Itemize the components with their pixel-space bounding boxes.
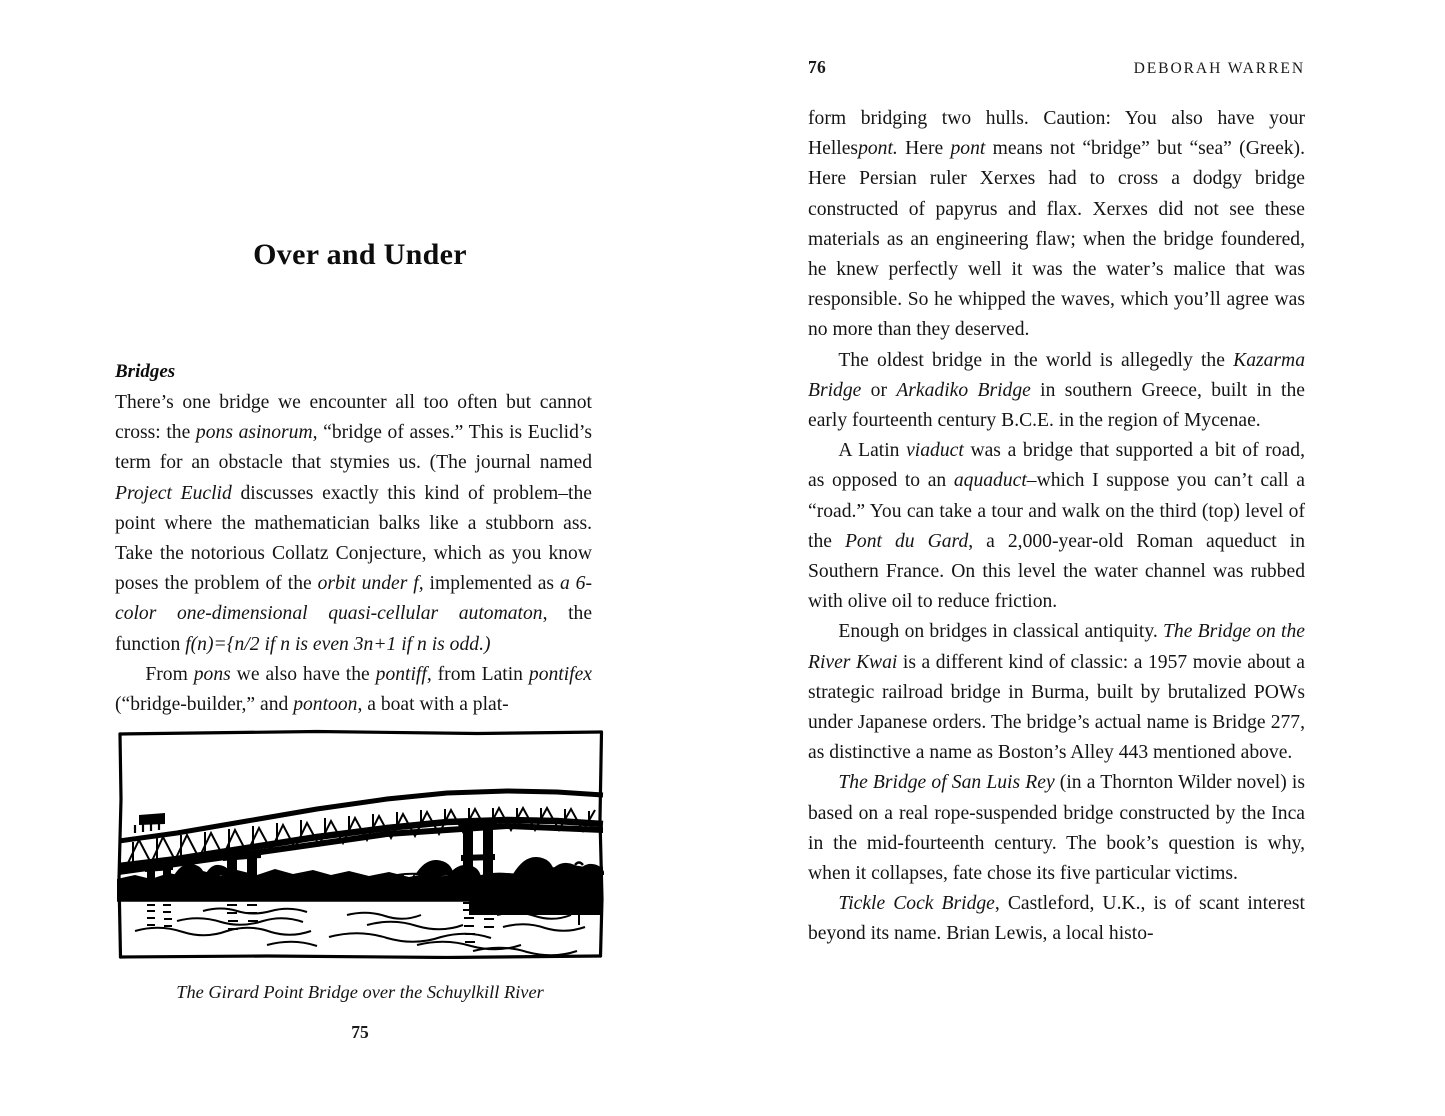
text-run: we also have the bbox=[230, 663, 376, 685]
figure-caption: The Girard Point Bridge over the Schuylkill River bbox=[176, 982, 544, 1002]
paragraph bbox=[808, 436, 1305, 617]
left-page bbox=[0, 0, 722, 1116]
text-run: (in a Thornton Wilder novel) is based on a real rope-suspended bridge constructed by the Inca in the mid-fourteenth century. The book’s question is why, when it collapses, fate chose its five particular victims. bbox=[808, 772, 1305, 885]
text-run: was a bridge that supported a bit of road, as opposed to an bbox=[808, 440, 1305, 492]
italic-run: pont bbox=[950, 138, 986, 160]
text-run: There’s one bridge we encounter all too often but cannot cross: the bbox=[115, 392, 592, 444]
italic-run: f(n)={n/2 if n is even 3n+1 if n is odd.) bbox=[185, 633, 491, 655]
text-run: implemented as bbox=[423, 573, 560, 595]
text-run: , the function bbox=[115, 603, 593, 655]
running-head bbox=[808, 57, 1305, 78]
text-run: From bbox=[145, 663, 194, 685]
italic-run: pons asinorum bbox=[195, 422, 313, 444]
text-run: , a boat with a plat- bbox=[357, 694, 509, 716]
paragraph bbox=[808, 889, 1305, 949]
italic-run: orbit under f, bbox=[317, 573, 424, 595]
text-run: form bridging two hulls. Caution: You also have your Helles bbox=[808, 108, 1305, 160]
text-run: , Castleford, U.K., is of scant interest beyond its name. Brian Lewis, a local histo- bbox=[808, 893, 1305, 945]
page-number-left: 75 bbox=[351, 1022, 369, 1042]
text-run: , a 2,000-year-old Roman aqueduct in Southern France. On this level the water channel was rubbed with olive oil to reduce friction. bbox=[808, 530, 1305, 613]
italic-run: viaduct bbox=[906, 440, 964, 462]
italic-run: pontifex bbox=[528, 663, 593, 685]
left-column-body-text bbox=[115, 388, 592, 720]
italic-run: pons bbox=[193, 663, 231, 685]
running-head-author: DEBORAH WARREN bbox=[1133, 60, 1305, 77]
text-run: in southern Greece, built in the early fourteenth century B.C.E. in the region of Mycenae. bbox=[808, 379, 1305, 432]
text-run: (“bridge-builder,” and bbox=[115, 694, 294, 716]
text-run: A Latin bbox=[838, 440, 907, 462]
chapter-title: Over and Under bbox=[253, 238, 467, 272]
right-column-body-text bbox=[808, 104, 1305, 950]
right-page bbox=[722, 0, 1445, 1116]
italic-run: Project Euclid bbox=[115, 482, 232, 504]
text-run: from Latin bbox=[431, 663, 529, 685]
paragraph bbox=[115, 388, 592, 660]
italic-run: aquaduct bbox=[953, 470, 1027, 492]
paragraph bbox=[808, 617, 1305, 768]
paragraph bbox=[808, 346, 1305, 437]
text-run: –which I suppose you can’t call a “road.” You can take a tour and walk on the third (top) level of the bbox=[808, 470, 1305, 552]
italic-run: The Bridge of San Luis Rey bbox=[838, 772, 1055, 794]
text-run: or bbox=[861, 379, 897, 401]
paragraph bbox=[115, 660, 592, 720]
page-number-right: 76 bbox=[808, 57, 826, 77]
italic-run: Tickle Cock Bridge bbox=[838, 893, 995, 915]
italic-run: pont. bbox=[858, 138, 898, 160]
paragraph bbox=[808, 768, 1305, 889]
paragraph bbox=[808, 104, 1305, 346]
text-run: The oldest bridge in the world is allegedly the bbox=[838, 349, 1234, 371]
text-run: Here bbox=[897, 138, 951, 160]
text-run: discusses exactly this kind of problem–the point where the mathematician balks like a stubborn ass. Take the notorious Collatz Conjecture, which as you know poses the problem of the bbox=[115, 482, 592, 595]
text-run: Enough on bridges in classical antiquity. bbox=[838, 621, 1163, 643]
section-subhead: Bridges bbox=[115, 360, 176, 382]
text-run: means not “bridge” but “sea” (Greek). Here Persian ruler Xerxes had to cross a dodgy bridge constructed of papyrus and flax. Xerxes did not see these materials as an engineering flaw; when the bridge foundered, he knew perfectly well it was the water’s malice that was responsible. So he whipped the waves, which you’ll agree was no more than they deserved. bbox=[808, 138, 1305, 341]
italic-run: The Bridge on the River Kwai bbox=[808, 621, 1305, 673]
text-run: , “bridge of asses.” This is Euclid’s term for an obstacle that stymies us. (The journal named bbox=[115, 422, 592, 474]
italic-run: pontiff, bbox=[375, 663, 432, 685]
italic-run: pontoon bbox=[293, 694, 358, 716]
italic-run: Pont du Gard bbox=[844, 530, 969, 552]
bridge-illustration bbox=[117, 729, 604, 959]
italic-run: a 6-color one-dimensional quasi-cellular automaton bbox=[115, 573, 593, 625]
italic-run: Kazarma Bridge bbox=[808, 349, 1305, 401]
italic-run: Arkadiko Bridge bbox=[896, 379, 1031, 401]
text-run: is a different kind of classic: a 1957 movie about a strategic railroad bridge in Burma, built by brutalized POWs under Japanese orders. The bridge’s actual name is Bridge 277, as distinctive a name as Boston’s Alley 443 mentioned above. bbox=[808, 651, 1305, 764]
